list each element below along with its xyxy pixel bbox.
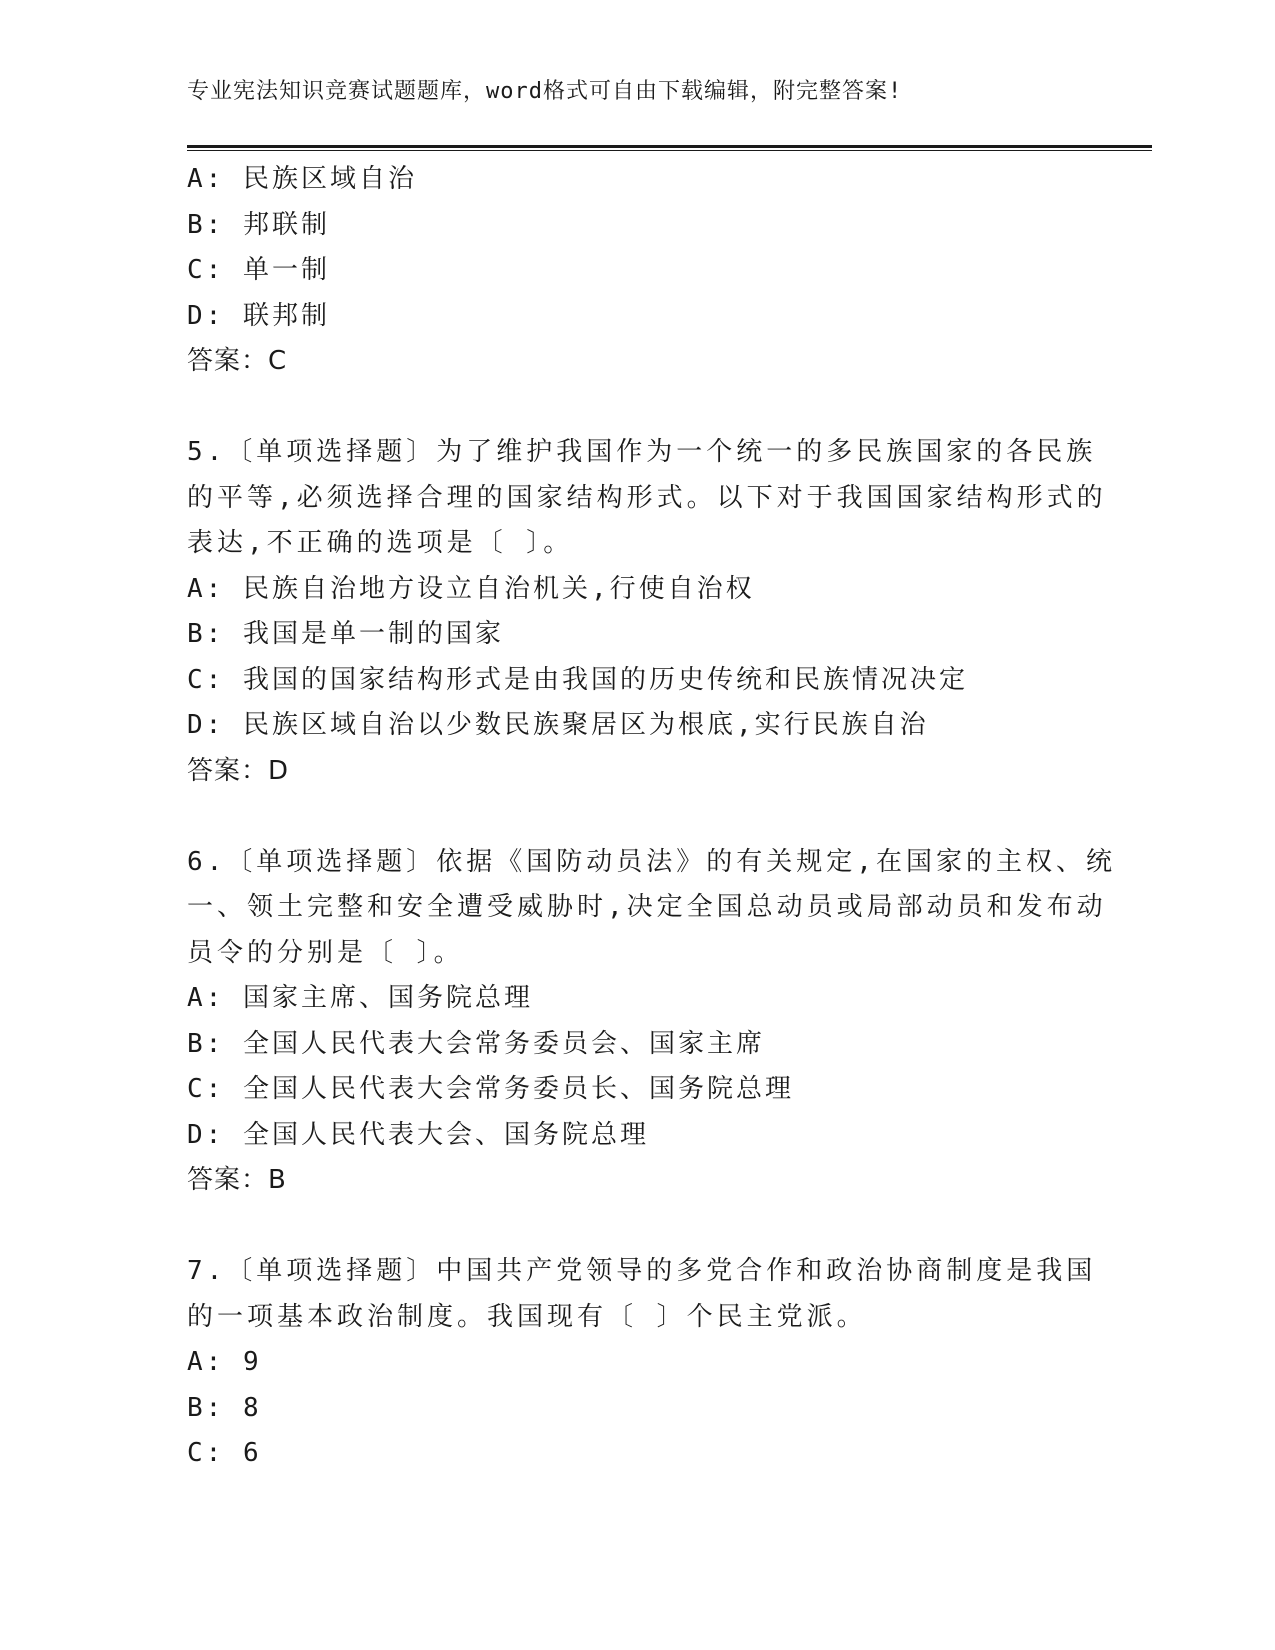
option-a: A: 国家主席、国务院总理 [187, 983, 533, 1013]
option-a: A: 民族自治地方设立自治机关,行使自治权 [187, 573, 755, 604]
option-a: A: 民族区域自治 [187, 164, 417, 194]
option-c: C: 6 [187, 1438, 262, 1468]
option-b: B: 8 [187, 1392, 262, 1423]
option-b: B: 邦联制 [187, 209, 330, 240]
header-rule-thin [187, 150, 1152, 151]
answer-line: 答案：B [187, 1165, 287, 1195]
option-c: C: 我国的国家结构形式是由我国的历史传统和民族情况决定 [187, 664, 968, 695]
option-b: B: 我国是单一制的国家 [187, 619, 504, 649]
option-d: D: 民族区域自治以少数民族聚居区为根底,实行民族自治 [187, 710, 929, 740]
question-text-line: 一、领土完整和安全遭受威胁时,决定全国总动员或局部动员和发布动 [187, 892, 1107, 922]
spacer [187, 1204, 1087, 1250]
page-header: 专业宪法知识竞赛试题题库，word格式可自由下载编辑，附完整答案! [187, 79, 903, 104]
question-text-line: 7.〔单项选择题〕中国共产党领导的多党合作和政治协商制度是我国 [187, 1256, 1097, 1286]
option-b: B: 全国人民代表大会常务委员会、国家主席 [187, 1028, 765, 1059]
question-4-options [187, 157, 1087, 385]
spacer [187, 794, 1087, 840]
option-a: A: 9 [187, 1347, 262, 1377]
question-text-line: 5.〔单项选择题〕为了维护我国作为一个统一的多民族国家的各民族 [187, 437, 1097, 467]
option-d: D: 全国人民代表大会、国务院总理 [187, 1119, 649, 1150]
question-text-line: 的平等,必须选择合理的国家结构形式。以下对于我国国家结构形式的 [187, 482, 1107, 513]
question-text-line: 表达,不正确的选项是〔 〕。 [187, 528, 574, 558]
answer-line: 答案：D [187, 755, 290, 786]
option-d: D: 联邦制 [187, 300, 330, 331]
question-7 [187, 1249, 1097, 1477]
document-body [187, 157, 1116, 1477]
option-c: C: 单一制 [187, 255, 330, 285]
answer-line: 答案：C [187, 346, 288, 376]
question-text-line: 6.〔单项选择题〕依据《国防动员法》的有关规定,在国家的主权、统 [187, 846, 1116, 877]
question-text-line: 的一项基本政治制度。我国现有〔 〕个民主党派。 [187, 1301, 867, 1332]
header-rule-thick [187, 145, 1152, 148]
question-5 [187, 430, 1107, 794]
spacer [187, 385, 1087, 431]
question-6 [187, 840, 1116, 1204]
question-text-line: 员令的分别是〔 〕。 [187, 937, 464, 968]
option-c: C: 全国人民代表大会常务委员长、国务院总理 [187, 1074, 794, 1104]
